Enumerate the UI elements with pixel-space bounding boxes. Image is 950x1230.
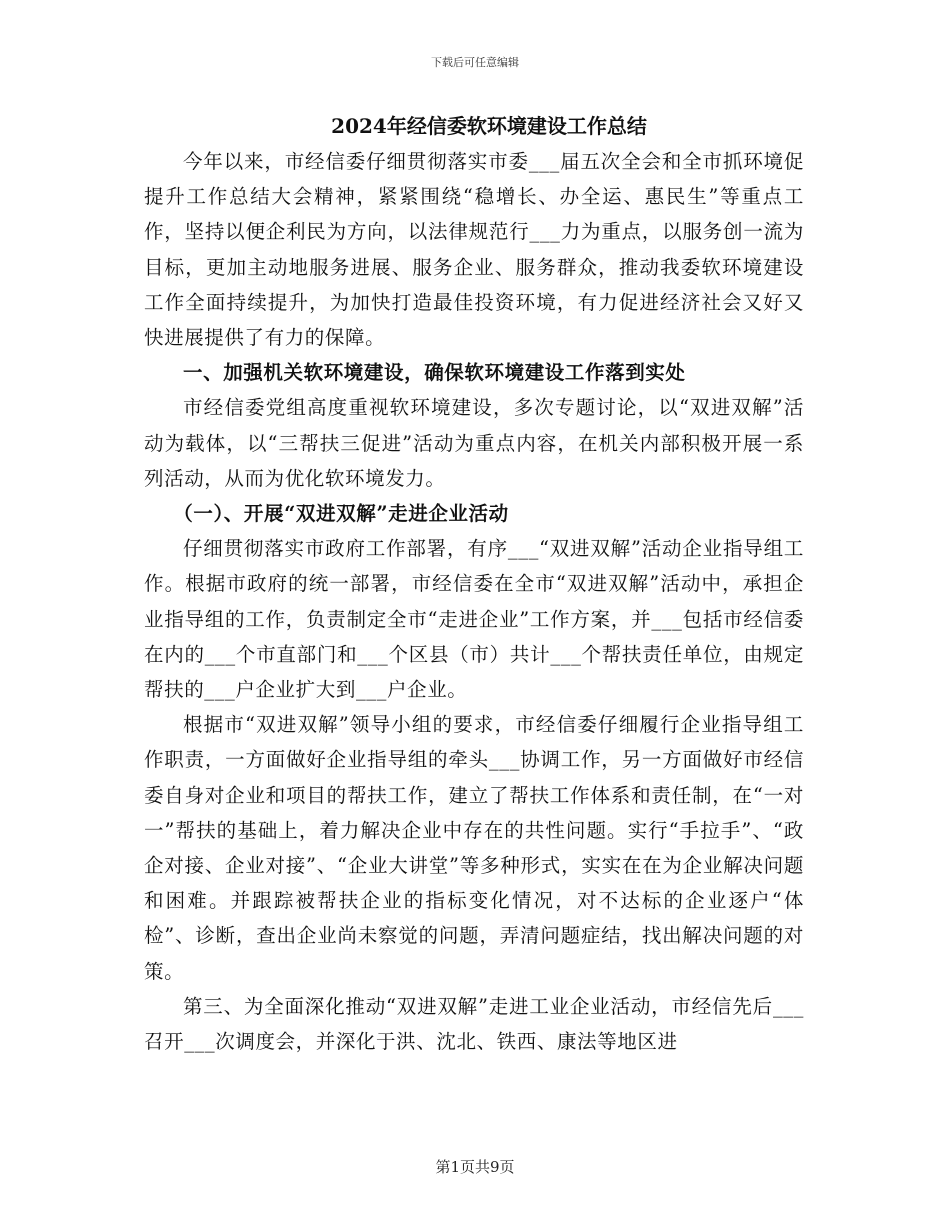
paragraph-subsection-1c: 第三、为全面深化推动“双进双解”走进工业企业活动，市经信先后___召开___次调度会，并深化于洪、沈北、铁西、康法等地区进 [144,994,804,1054]
document-title: 2024年经信委软环境建设工作总结 [331,114,647,138]
paragraph-section-1: 市经信委党组高度重视软环境建设，多次专题讨论，以“双进双解”活动为载体，以“三帮扶三促进”活动为重点内容，在机关内部积极开展一系列活动，从而为优化软环境发力。 [144,396,804,490]
subsection-heading-1: （一）、开展“双进双解”走进企业活动 [173,502,509,526]
section-heading-1: 一、加强机关软环境建设，确保软环境建设工作落到实处 [183,361,686,385]
paragraph-subsection-1a: 仔细贯彻落实市政府工作部署，有序___“双进双解”活动企业指导组工作。根据市政府的统一部署，市经信委在全市“双进双解”活动中，承担企业指导组的工作，负责制定全市“走进企业”工作方案，并___包括市经信委在内的___个市直部门和___个区县（市）共计___个帮扶责任单位，由规定帮扶的___户企业扩大到___户企业。 [144,537,804,702]
document-body [144,108,804,1059]
paragraph-intro: 今年以来，市经信委仔细贯彻落实市委___届五次全会和全市抓环境促提升工作总结大会精神，紧紧围绕“稳增长、办全运、惠民生”等重点工作，坚持以便企利民为方向，以法律规范行___力为重点，以服务创一流为目标，更加主动地服务进展、服务企业、服务群众，推动我委软环境建设工作全面持续提升，为加快打造最佳投资环境，有力促进经济社会又好又快进展提供了有力的保障。 [144,150,804,350]
page-footer: 第1页共9页 [435,1158,515,1176]
paragraph-subsection-1b: 根据市“双进双解”领导小组的要求，市经信委仔细履行企业指导组工作职责，一方面做好企业指导组的牵头___协调工作，另一方面做好市经信委自身对企业和项目的帮扶工作，建立了帮扶工作体系和责任制，在“一对一”帮扶的基础上，着力解决企业中存在的共性问题。实行“手拉手”、“政企对接、企业对接”、“企业大讲堂”等多种形式，实实在在为企业解决问题和困难。并跟踪被帮扶企业的指标变化情况，对不达标的企业逐户“体检”、诊断，查出企业尚未察觉的问题，弄清问题症结，找出解决问题的对策。 [144,713,804,983]
header-note: 下载后可任意编辑 [431,56,519,69]
